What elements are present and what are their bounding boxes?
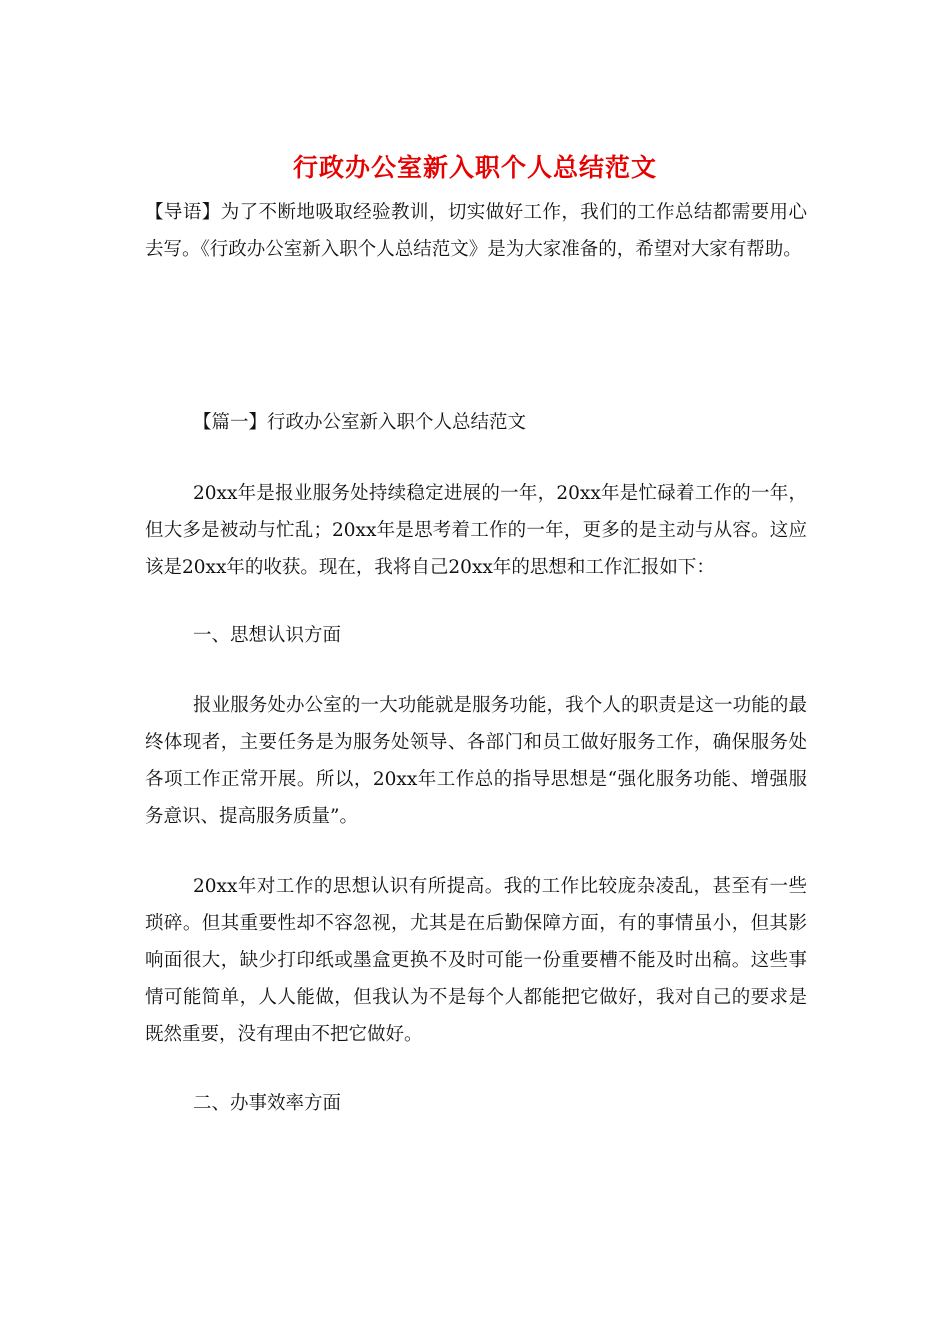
document-title: 行政办公室新入职个人总结范文 bbox=[292, 153, 657, 182]
paragraph: 20xx年是报业服务处持续稳定进展的一年，20xx年是忙碌着工作的一年，但大多是被动与忙乱；20xx年是思考着工作的一年，更多的是主动与从容。这应该是20xx年的收获。现在，我将自己20xx年的思想和工作汇报如下： bbox=[145, 483, 807, 578]
subheading-efficiency: 二、办事效率方面 bbox=[193, 1093, 342, 1114]
paragraph: 报业服务处办公室的一大功能就是服务功能，我个人的职责是这一功能的最终体现者，主要任务是为服务处领导、各部门和员工做好服务工作，确保服务处各项工作正常开展。所以，20xx年工作总的指导思想是“强化服务功能、增强服务意识、提高服务质量”。 bbox=[145, 695, 807, 827]
intro-paragraph: 【导语】为了不断地吸取经验教训，切实做好工作，我们的工作总结都需要用心去写。《行政办公室新入职个人总结范文》是为大家准备的，希望对大家有帮助。 bbox=[145, 202, 807, 260]
subheading-thought: 一、思想认识方面 bbox=[193, 625, 342, 646]
paragraph: 20xx年对工作的思想认识有所提高。我的工作比较庞杂凌乱，甚至有一些琐碎。但其重要性却不容忽视，尤其是在后勤保障方面，有的事情虽小，但其影响面很大，缺少打印纸或墨盒更换不及时可能一份重要槽不能及时出稿。这些事情可能简单，人人能做，但我认为不是每个人都能把它做好，我对自己的要求是既然重要，没有理由不把它做好。 bbox=[145, 876, 807, 1045]
section-heading: 【篇一】行政办公室新入职个人总结范文 bbox=[193, 412, 527, 433]
